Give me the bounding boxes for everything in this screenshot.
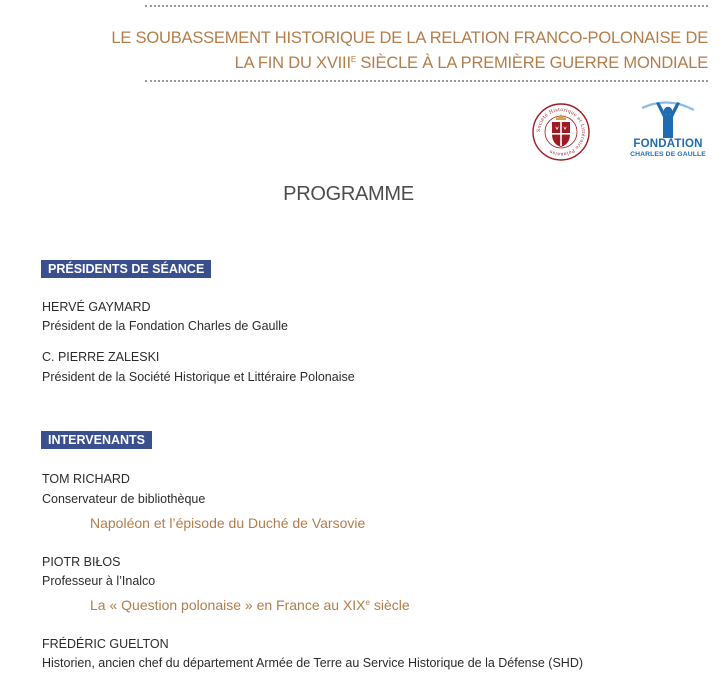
bottom-dotted-rule [145,80,708,82]
title-line-1: LE SOUBASSEMENT HISTORIQUE DE LA RELATION FRANCO-POLONAISE DE [111,29,708,47]
president-name: C. PIERRE ZALESKI [42,350,160,364]
speaker-name: FRÉDÉRIC GUELTON [42,637,169,651]
speaker-role: Conservateur de bibliothèque [42,492,206,506]
title-line-2-pre: LA FIN DU XVIII [234,54,351,72]
top-dotted-rule [145,5,708,7]
speaker-name: PIOTR BIŁOS [42,555,121,569]
speaker-talk-title: Napoléon et l’épisode du Duché de Varsovie [90,515,366,531]
title-line-2 [111,49,708,74]
shlp-seal-ring-text: Société Historique et Littéraire Polonaise [536,107,586,157]
speaker-name: TOM RICHARD [42,472,130,486]
fondation-charles-de-gaulle-logo [628,100,708,164]
speaker-role: Historien, ancien chef du département Armée de Terre au Service Historique de la Défense (SHD) [42,656,584,670]
title-line-2-sup: E [350,55,356,64]
document-title [111,27,708,74]
title-line-2-post: SIÈCLE À LA PREMIÈRE GUERRE MONDIALE [355,54,708,72]
president-name: HERVÉ GAYMARD [42,300,151,314]
programme-heading: PROGRAMME [283,183,414,205]
president-role: Président de la Société Historique et Littéraire Polonaise [42,370,355,384]
fcdg-logo-line1: FONDATION [633,138,703,150]
speaker-talk-post: siècle [369,597,410,613]
speaker-talk-pre: La « Question polonaise » en France au XIX [90,597,366,613]
shlp-seal-logo [527,100,595,162]
speaker-role: Professeur à l’Inalco [42,574,156,588]
fcdg-figure-icon [628,100,708,140]
speaker-talk-sup: e [365,598,370,607]
shlp-seal-icon [527,100,595,162]
speakers-section-label: INTERVENANTS [41,431,152,449]
presidents-section-label: PRÉSIDENTS DE SÉANCE [41,260,211,278]
president-role: Président de la Fondation Charles de Gaulle [42,319,288,333]
speaker-talk-title [90,597,410,613]
fcdg-logo-line2: CHARLES DE GAULLE [630,151,706,158]
